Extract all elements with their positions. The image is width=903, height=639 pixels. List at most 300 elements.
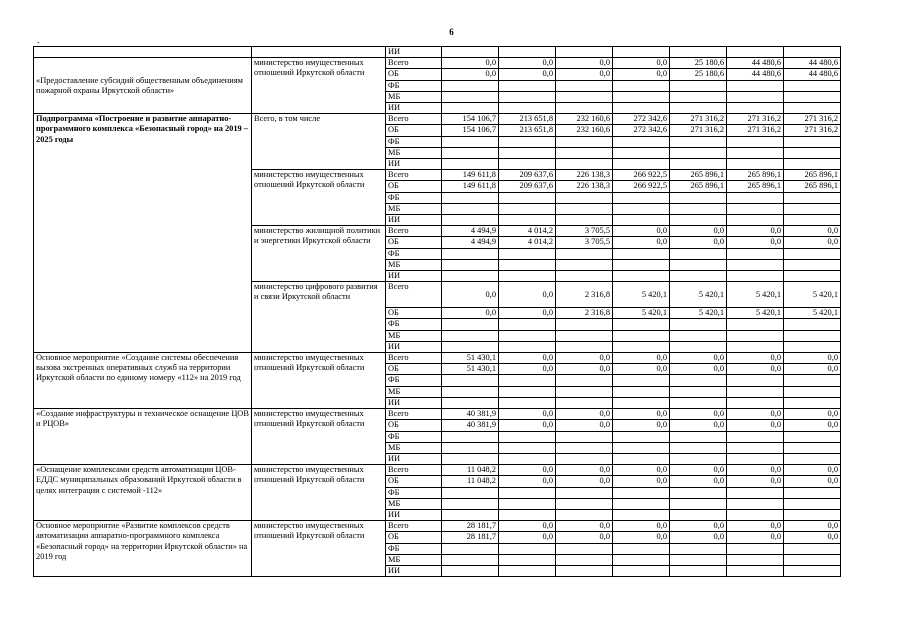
amount-cell: 0,0 (556, 532, 613, 543)
amount-cell (442, 203, 499, 214)
amount-cell (670, 159, 727, 170)
funding-source: ФБ (386, 319, 442, 330)
amount-cell (499, 159, 556, 170)
funding-source: Всего (386, 465, 442, 476)
amount-cell: 5 420,1 (670, 282, 727, 308)
funding-source: ИИ (386, 47, 442, 58)
amount-cell: 0,0 (613, 420, 670, 431)
amount-cell (556, 136, 613, 147)
amount-cell: 0,0 (727, 521, 784, 532)
funding-source: ОБ (386, 308, 442, 319)
amount-cell (670, 330, 727, 341)
table-row (34, 353, 841, 364)
amount-cell (442, 271, 499, 282)
amount-cell (613, 91, 670, 102)
amount-cell: 0,0 (442, 58, 499, 69)
amount-cell: 0,0 (784, 226, 841, 237)
amount-cell: 5 420,1 (727, 282, 784, 308)
funding-source: ИИ (386, 159, 442, 170)
amount-cell (613, 498, 670, 509)
amount-cell (556, 80, 613, 91)
amount-cell: 0,0 (670, 465, 727, 476)
amount-cell (499, 375, 556, 386)
top-mark: - (37, 38, 40, 47)
amount-cell (727, 509, 784, 520)
amount-cell (613, 271, 670, 282)
amount-cell: 0,0 (499, 308, 556, 319)
amount-cell: 0,0 (784, 353, 841, 364)
amount-cell (442, 431, 499, 442)
amount-cell (442, 147, 499, 158)
amount-cell (613, 136, 670, 147)
amount-cell (442, 259, 499, 270)
amount-cell (556, 248, 613, 259)
amount-cell (727, 47, 784, 58)
amount-cell: 0,0 (556, 465, 613, 476)
responsible-executor: министерство имущественных отношений Иркутской области (252, 521, 386, 577)
amount-cell (556, 330, 613, 341)
funding-source: Всего (386, 282, 442, 308)
amount-cell (613, 375, 670, 386)
measure-description: Основное мероприятие «Создание системы обеспечения вызова экстренных оперативных служб на территории Иркутской области по единому номеру «112» на 2019 год (34, 353, 252, 409)
amount-cell (670, 498, 727, 509)
amount-cell (556, 543, 613, 554)
amount-cell (442, 386, 499, 397)
amount-cell (784, 565, 841, 576)
amount-cell (727, 565, 784, 576)
table-row (34, 47, 841, 58)
amount-cell (727, 341, 784, 352)
funding-source: ИИ (386, 565, 442, 576)
amount-cell: 265 896,1 (784, 170, 841, 181)
amount-cell (499, 192, 556, 203)
amount-cell (670, 319, 727, 330)
amount-cell: 44 480,6 (784, 58, 841, 69)
amount-cell (727, 397, 784, 408)
amount-cell (442, 341, 499, 352)
amount-cell (784, 192, 841, 203)
responsible-executor: Всего, в том числе (252, 114, 386, 170)
amount-cell: 0,0 (556, 69, 613, 80)
funding-source: МБ (386, 259, 442, 270)
amount-cell: 3 705,5 (556, 237, 613, 248)
amount-cell: 0,0 (499, 364, 556, 375)
amount-cell (670, 91, 727, 102)
amount-cell: 271 316,2 (784, 114, 841, 125)
amount-cell: 0,0 (499, 476, 556, 487)
amount-cell: 0,0 (727, 353, 784, 364)
amount-cell (727, 271, 784, 282)
funding-source: ИИ (386, 271, 442, 282)
amount-cell: 25 180,6 (670, 69, 727, 80)
amount-cell: 272 342,6 (613, 125, 670, 136)
amount-cell: 0,0 (613, 465, 670, 476)
amount-cell: 0,0 (784, 532, 841, 543)
amount-cell (442, 159, 499, 170)
amount-cell (670, 203, 727, 214)
amount-cell (727, 159, 784, 170)
amount-cell: 0,0 (556, 409, 613, 420)
amount-cell (556, 192, 613, 203)
amount-cell: 0,0 (556, 521, 613, 532)
amount-cell (670, 375, 727, 386)
amount-cell (727, 319, 784, 330)
funding-source: МБ (386, 498, 442, 509)
amount-cell (670, 554, 727, 565)
table-row (34, 114, 841, 125)
amount-cell (784, 543, 841, 554)
amount-cell: 265 896,1 (727, 170, 784, 181)
amount-cell (727, 543, 784, 554)
amount-cell (499, 271, 556, 282)
amount-cell: 0,0 (727, 409, 784, 420)
amount-cell: 0,0 (556, 353, 613, 364)
funding-source: ФБ (386, 487, 442, 498)
amount-cell: 0,0 (499, 532, 556, 543)
funding-source: МБ (386, 203, 442, 214)
amount-cell: 3 705,5 (556, 226, 613, 237)
amount-cell (727, 453, 784, 464)
amount-cell (613, 80, 670, 91)
amount-cell (784, 386, 841, 397)
amount-cell: 2 316,8 (556, 308, 613, 319)
amount-cell (727, 248, 784, 259)
amount-cell: 0,0 (499, 282, 556, 308)
funding-source: ОБ (386, 237, 442, 248)
amount-cell: 0,0 (613, 69, 670, 80)
amount-cell (556, 431, 613, 442)
responsible-executor: министерство имущественных отношений Иркутской области (252, 58, 386, 114)
amount-cell: 5 420,1 (784, 308, 841, 319)
amount-cell (613, 442, 670, 453)
amount-cell: 0,0 (613, 476, 670, 487)
amount-cell: 28 181,7 (442, 532, 499, 543)
amount-cell: 0,0 (670, 521, 727, 532)
funding-source: ОБ (386, 125, 442, 136)
amount-cell (556, 47, 613, 58)
amount-cell: 0,0 (727, 465, 784, 476)
amount-cell (556, 203, 613, 214)
funding-source: Всего (386, 353, 442, 364)
amount-cell: 232 160,6 (556, 125, 613, 136)
amount-cell (784, 159, 841, 170)
amount-cell (784, 554, 841, 565)
funding-source: МБ (386, 386, 442, 397)
amount-cell (613, 543, 670, 554)
amount-cell: 5 420,1 (613, 308, 670, 319)
amount-cell: 0,0 (499, 58, 556, 69)
funding-source: ИИ (386, 453, 442, 464)
funding-source: ИИ (386, 103, 442, 114)
amount-cell: 0,0 (613, 532, 670, 543)
amount-cell: 0,0 (670, 364, 727, 375)
amount-cell (784, 498, 841, 509)
responsible-executor: министерство имущественных отношений Иркутской области (252, 170, 386, 226)
amount-cell: 44 480,6 (727, 69, 784, 80)
responsible-executor: министерство имущественных отношений Иркутской области (252, 353, 386, 409)
amount-cell (442, 397, 499, 408)
amount-cell: 0,0 (727, 226, 784, 237)
amount-cell (442, 80, 499, 91)
amount-cell (499, 136, 556, 147)
amount-cell (442, 192, 499, 203)
amount-cell: 0,0 (784, 364, 841, 375)
amount-cell: 0,0 (784, 409, 841, 420)
amount-cell (613, 192, 670, 203)
amount-cell (613, 47, 670, 58)
amount-cell: 0,0 (670, 476, 727, 487)
amount-cell: 44 480,6 (784, 69, 841, 80)
amount-cell (499, 330, 556, 341)
amount-cell: 0,0 (784, 465, 841, 476)
amount-cell (613, 509, 670, 520)
amount-cell (442, 498, 499, 509)
funding-source: ОБ (386, 181, 442, 192)
amount-cell (727, 215, 784, 226)
amount-cell (727, 91, 784, 102)
amount-cell: 11 048,2 (442, 465, 499, 476)
funding-source: ИИ (386, 509, 442, 520)
amount-cell (784, 47, 841, 58)
amount-cell (499, 386, 556, 397)
amount-cell: 0,0 (499, 409, 556, 420)
amount-cell: 0,0 (556, 364, 613, 375)
amount-cell (727, 498, 784, 509)
responsible-executor: министерство жилищной политики и энергетики Иркутской области (252, 226, 386, 282)
amount-cell (670, 215, 727, 226)
amount-cell: 4 014,2 (499, 226, 556, 237)
amount-cell (613, 341, 670, 352)
amount-cell: 0,0 (556, 420, 613, 431)
amount-cell (613, 159, 670, 170)
amount-cell (613, 397, 670, 408)
amount-cell: 0,0 (670, 409, 727, 420)
amount-cell: 266 922,5 (613, 170, 670, 181)
amount-cell (613, 386, 670, 397)
amount-cell (556, 565, 613, 576)
amount-cell: 0,0 (784, 476, 841, 487)
amount-cell (556, 375, 613, 386)
amount-cell: 265 896,1 (670, 170, 727, 181)
amount-cell (670, 103, 727, 114)
amount-cell: 0,0 (727, 364, 784, 375)
amount-cell (499, 103, 556, 114)
table-row (34, 58, 841, 69)
amount-cell: 0,0 (784, 237, 841, 248)
amount-cell (613, 565, 670, 576)
amount-cell (784, 341, 841, 352)
amount-cell (670, 80, 727, 91)
funding-source: ИИ (386, 397, 442, 408)
amount-cell (613, 248, 670, 259)
amount-cell (613, 215, 670, 226)
amount-cell: 0,0 (670, 226, 727, 237)
funding-source: ОБ (386, 476, 442, 487)
amount-cell (613, 203, 670, 214)
amount-cell: 0,0 (442, 308, 499, 319)
amount-cell (442, 543, 499, 554)
amount-cell (499, 47, 556, 58)
amount-cell: 5 420,1 (784, 282, 841, 308)
funding-source: Всего (386, 114, 442, 125)
amount-cell (556, 453, 613, 464)
amount-cell: 0,0 (442, 69, 499, 80)
amount-cell: 0,0 (499, 521, 556, 532)
amount-cell (727, 330, 784, 341)
funding-source: ФБ (386, 431, 442, 442)
amount-cell: 5 420,1 (613, 282, 670, 308)
amount-cell (499, 215, 556, 226)
amount-cell (499, 565, 556, 576)
amount-cell (784, 453, 841, 464)
responsible-executor (252, 47, 386, 58)
table-row (34, 521, 841, 532)
amount-cell: 4 494,9 (442, 226, 499, 237)
amount-cell (556, 147, 613, 158)
amount-cell (784, 509, 841, 520)
amount-cell (499, 91, 556, 102)
amount-cell (670, 543, 727, 554)
amount-cell (727, 375, 784, 386)
page-number: 6 (449, 27, 454, 37)
amount-cell: 0,0 (442, 282, 499, 308)
amount-cell (499, 453, 556, 464)
funding-source: МБ (386, 554, 442, 565)
funding-source: ФБ (386, 375, 442, 386)
amount-cell (784, 487, 841, 498)
amount-cell (613, 330, 670, 341)
amount-cell (784, 80, 841, 91)
amount-cell: 0,0 (499, 69, 556, 80)
amount-cell (499, 554, 556, 565)
amount-cell: 149 611,8 (442, 181, 499, 192)
amount-cell (613, 259, 670, 270)
funding-source: ОБ (386, 69, 442, 80)
amount-cell: 271 316,2 (670, 114, 727, 125)
amount-cell (613, 487, 670, 498)
amount-cell: 0,0 (499, 353, 556, 364)
amount-cell (556, 271, 613, 282)
amount-cell: 213 651,8 (499, 125, 556, 136)
amount-cell: 0,0 (670, 353, 727, 364)
amount-cell (670, 442, 727, 453)
amount-cell (670, 271, 727, 282)
amount-cell: 0,0 (670, 237, 727, 248)
amount-cell (499, 543, 556, 554)
amount-cell (727, 442, 784, 453)
amount-cell: 0,0 (727, 476, 784, 487)
amount-cell (442, 442, 499, 453)
amount-cell: 226 138,3 (556, 170, 613, 181)
amount-cell (727, 136, 784, 147)
amount-cell: 44 480,6 (727, 58, 784, 69)
amount-cell (670, 509, 727, 520)
amount-cell: 40 381,9 (442, 420, 499, 431)
amount-cell: 0,0 (499, 465, 556, 476)
amount-cell (442, 509, 499, 520)
table-row (34, 409, 841, 420)
funding-source: ФБ (386, 80, 442, 91)
amount-cell (727, 431, 784, 442)
funding-source: ИИ (386, 215, 442, 226)
amount-cell: 226 138,3 (556, 181, 613, 192)
funding-source: ФБ (386, 248, 442, 259)
amount-cell (556, 319, 613, 330)
amount-cell (442, 248, 499, 259)
amount-cell (442, 103, 499, 114)
amount-cell (499, 147, 556, 158)
amount-cell (499, 397, 556, 408)
amount-cell (670, 147, 727, 158)
amount-cell: 0,0 (613, 58, 670, 69)
table-row (34, 465, 841, 476)
amount-cell (499, 509, 556, 520)
amount-cell (670, 136, 727, 147)
amount-cell (556, 509, 613, 520)
amount-cell (442, 330, 499, 341)
funding-source: Всего (386, 226, 442, 237)
amount-cell: 51 430,1 (442, 364, 499, 375)
amount-cell: 51 430,1 (442, 353, 499, 364)
funding-source: ФБ (386, 192, 442, 203)
amount-cell: 0,0 (727, 420, 784, 431)
amount-cell (442, 215, 499, 226)
amount-cell: 0,0 (784, 420, 841, 431)
amount-cell (670, 397, 727, 408)
amount-cell: 28 181,7 (442, 521, 499, 532)
amount-cell (556, 215, 613, 226)
amount-cell (556, 259, 613, 270)
amount-cell (727, 386, 784, 397)
amount-cell (670, 487, 727, 498)
amount-cell: 149 611,8 (442, 170, 499, 181)
amount-cell (499, 203, 556, 214)
amount-cell (784, 319, 841, 330)
amount-cell (556, 487, 613, 498)
amount-cell (784, 91, 841, 102)
amount-cell (556, 341, 613, 352)
amount-cell: 266 922,5 (613, 181, 670, 192)
amount-cell: 0,0 (613, 409, 670, 420)
amount-cell: 213 651,8 (499, 114, 556, 125)
amount-cell: 0,0 (613, 226, 670, 237)
funding-source: ФБ (386, 543, 442, 554)
amount-cell: 209 637,6 (499, 170, 556, 181)
amount-cell (784, 431, 841, 442)
amount-cell: 271 316,2 (670, 125, 727, 136)
amount-cell (499, 319, 556, 330)
amount-cell: 265 896,1 (670, 181, 727, 192)
amount-cell (727, 259, 784, 270)
funding-source: Всего (386, 521, 442, 532)
amount-cell (499, 259, 556, 270)
amount-cell (613, 554, 670, 565)
amount-cell: 0,0 (613, 364, 670, 375)
amount-cell (784, 442, 841, 453)
funding-source: МБ (386, 442, 442, 453)
amount-cell (499, 248, 556, 259)
amount-cell: 40 381,9 (442, 409, 499, 420)
funding-source: Всего (386, 409, 442, 420)
amount-cell (499, 341, 556, 352)
amount-cell: 209 637,6 (499, 181, 556, 192)
amount-cell: 2 316,8 (556, 282, 613, 308)
responsible-executor: министерство цифрового развития и связи Иркутской области (252, 282, 386, 353)
amount-cell: 11 048,2 (442, 476, 499, 487)
funding-source: ОБ (386, 364, 442, 375)
table-body (34, 47, 841, 577)
amount-cell: 0,0 (727, 237, 784, 248)
